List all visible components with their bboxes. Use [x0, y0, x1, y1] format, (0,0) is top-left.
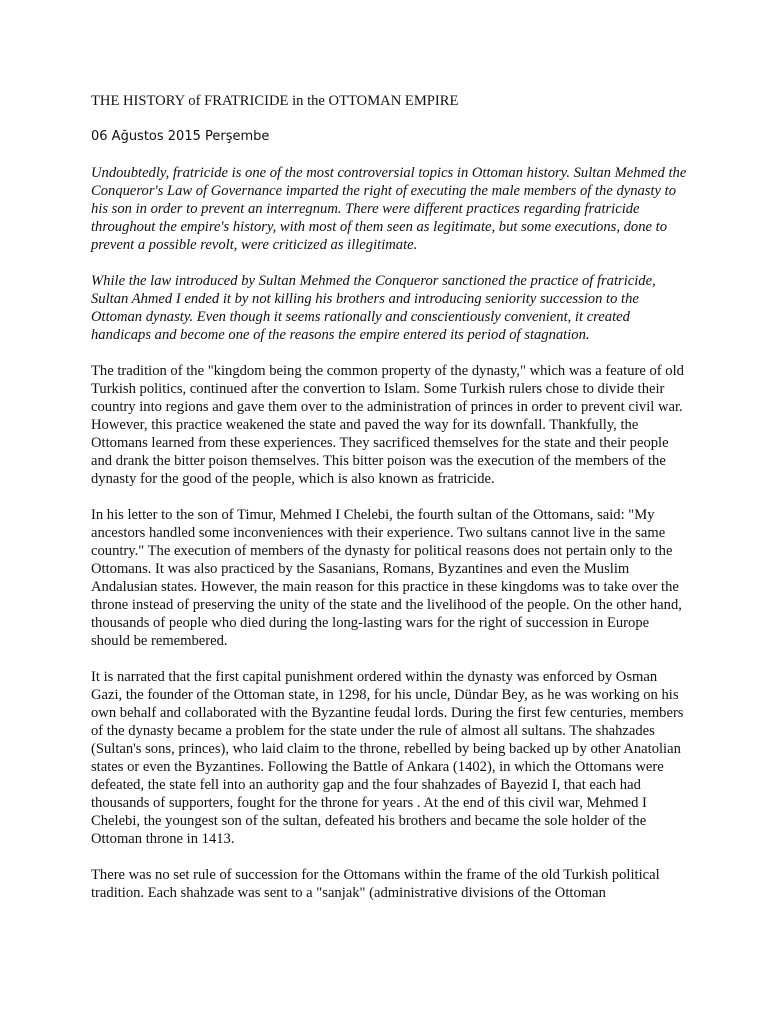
intro-paragraph: While the law introduced by Sultan Mehmed the Conqueror sanctioned the practice of fratricide, Sultan Ahmed I ended it by not killing his brothers and introducing seniority succession to the Ottoman dynasty. Even though it seems rationally and conscientiously convenient, it created handicaps and become one of the reasons the empire entered its period of stagnation. — [91, 273, 656, 343]
document-title: THE HISTORY of FRATRICIDE in the OTTOMAN EMPIRE — [91, 93, 459, 109]
body-paragraph: There was no set rule of succession for the Ottomans within the frame of the old Turkish political tradition. Each shahzade was sent to a "sanjak" (administrative divisions of the Ottoman — [91, 867, 660, 901]
body-paragraph: It is narrated that the first capital punishment ordered within the dynasty was enforced by Osman Gazi, the founder of the Ottoman state, in 1298, for his uncle, Dündar Bey, as he was working on his own behalf and collaborated with the Byzantine feudal lords. During the first few centuries, members of the dynasty became a problem for the state under the rule of almost all sultans. The shahzades (Sultan's sons, princes), who laid claim to the throne, rebelled by being backed up by other Anatolian states or even the Byzantines. Following the Battle of Ankara (1402), in which the Ottomans were defeated, the state fell into an authority gap and the four shahzades of Bayezid I, that each had thousands of supporters, fought for the throne for years . At the end of this civil war, Mehmed I Chelebi, the youngest son of the sultan, defeated his brothers and became the sole holder of the Ottoman throne in 1413. — [91, 669, 684, 847]
document-date: 06 Ağustos 2015 Perşembe — [91, 129, 270, 144]
intro-paragraph: Undoubtedly, fratricide is one of the most controversial topics in Ottoman history. Sultan Mehmed the Conqueror's Law of Governance imparted the right of executing the male members of the dynasty to his son in order to prevent an interregnum. There were different practices regarding fratricide throughout the empire's history, with most of them seen as legitimate, but some executions, done to prevent a possible revolt, were criticized as illegitimate. — [91, 165, 687, 253]
body-paragraph: The tradition of the "kingdom being the common property of the dynasty," which was a feature of old Turkish politics, continued after the convertion to Islam. Some Turkish rulers chose to divide their country into regions and gave them over to the administration of princes in order to prevent civil war. However, this practice weakened the state and paved the way for its downfall. Thankfully, the Ottomans learned from these experiences. They sacrificed themselves for the state and their people and drank the bitter poison themselves. This bitter poison was the execution of the members of the dynasty for the good of the people, which is also known as fratricide. — [91, 363, 684, 487]
body-paragraph: In his letter to the son of Timur, Mehmed I Chelebi, the fourth sultan of the Ottomans, said: "My ancestors handled some inconveniences with their experience. Two sultans cannot live in the same country." The execution of members of the dynasty for political reasons does not pertain only to the Ottomans. It was also practiced by the Sasanians, Romans, Byzantines and even the Muslim Andalusian states. However, the main reason for this practice in these kingdoms was to take over the throne instead of preserving the unity of the state and the livelihood of the people. On the other hand, thousands of people who died during the long-lasting wars for the right of succession in Europe should be remembered. — [91, 507, 682, 649]
